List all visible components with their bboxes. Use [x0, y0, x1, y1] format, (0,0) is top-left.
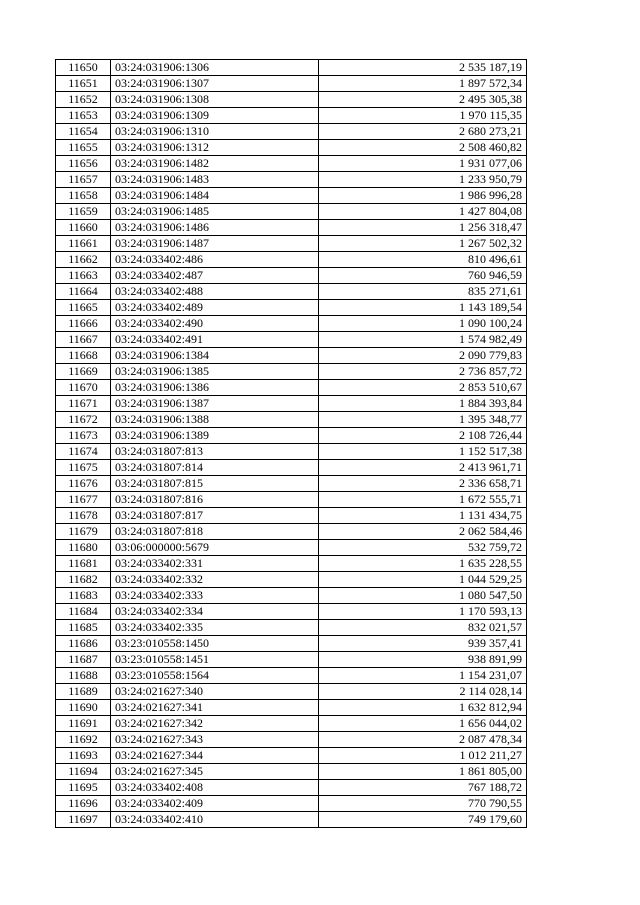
cadastral-number: 03:24:021627:343: [111, 732, 319, 748]
row-number: 11693: [56, 748, 111, 764]
row-number: 11673: [56, 428, 111, 444]
cadastral-number: 03:24:033402:489: [111, 300, 319, 316]
cadastral-value: 1 931 077,06: [319, 156, 527, 172]
cadastral-value: 1 154 231,07: [319, 668, 527, 684]
row-number: 11651: [56, 76, 111, 92]
table-row: [56, 220, 527, 236]
cadastral-number: 03:24:031906:1385: [111, 364, 319, 380]
table-row: [56, 732, 527, 748]
cadastral-value: 749 179,60: [319, 812, 527, 828]
table-row: [56, 300, 527, 316]
cadastral-value: 767 188,72: [319, 780, 527, 796]
row-number: 11650: [56, 60, 111, 76]
table-row: [56, 604, 527, 620]
cadastral-value: 532 759,72: [319, 540, 527, 556]
cadastral-number: 03:24:021627:340: [111, 684, 319, 700]
row-number: 11669: [56, 364, 111, 380]
cadastral-value: 2 495 305,38: [319, 92, 527, 108]
row-number: 11677: [56, 492, 111, 508]
cadastral-value: 1 986 996,28: [319, 188, 527, 204]
cadastral-number: 03:24:031807:818: [111, 524, 319, 540]
row-number: 11688: [56, 668, 111, 684]
cadastral-value: 1 143 189,54: [319, 300, 527, 316]
cadastral-number: 03:24:021627:345: [111, 764, 319, 780]
table-row: [56, 140, 527, 156]
cadastral-number: 03:24:031807:813: [111, 444, 319, 460]
cadastral-number: 03:24:031906:1312: [111, 140, 319, 156]
cadastral-number: 03:23:010558:1564: [111, 668, 319, 684]
cadastral-number: 03:24:031906:1483: [111, 172, 319, 188]
cadastral-value: 1 044 529,25: [319, 572, 527, 588]
row-number: 11664: [56, 284, 111, 300]
table-row: [56, 332, 527, 348]
cadastral-number: 03:24:033402:335: [111, 620, 319, 636]
table-row: [56, 412, 527, 428]
cadastral-number: 03:23:010558:1450: [111, 636, 319, 652]
table-row: [56, 188, 527, 204]
cadastral-value: 2 090 779,83: [319, 348, 527, 364]
table-row: [56, 764, 527, 780]
cadastral-value: 1 170 593,13: [319, 604, 527, 620]
table-row: [56, 812, 527, 828]
table-row: [56, 572, 527, 588]
row-number: 11663: [56, 268, 111, 284]
row-number: 11674: [56, 444, 111, 460]
cadastral-value: 770 790,55: [319, 796, 527, 812]
table-row: [56, 588, 527, 604]
cadastral-value: 1 884 393,84: [319, 396, 527, 412]
row-number: 11662: [56, 252, 111, 268]
table-row: [56, 428, 527, 444]
row-number: 11666: [56, 316, 111, 332]
cadastral-number: 03:24:033402:487: [111, 268, 319, 284]
table-row: [56, 252, 527, 268]
cadastral-value: 2 087 478,34: [319, 732, 527, 748]
row-number: 11679: [56, 524, 111, 540]
row-number: 11689: [56, 684, 111, 700]
cadastral-number: 03:24:033402:409: [111, 796, 319, 812]
cadastral-number: 03:24:033402:331: [111, 556, 319, 572]
table-row: [56, 620, 527, 636]
cadastral-value: 2 535 187,19: [319, 60, 527, 76]
row-number: 11691: [56, 716, 111, 732]
cadastral-number: 03:24:031906:1486: [111, 220, 319, 236]
table-row: [56, 444, 527, 460]
row-number: 11652: [56, 92, 111, 108]
row-number: 11670: [56, 380, 111, 396]
cadastral-number: 03:24:031906:1387: [111, 396, 319, 412]
table-row: [56, 460, 527, 476]
table-row: [56, 92, 527, 108]
table-row: [56, 556, 527, 572]
row-number: 11696: [56, 796, 111, 812]
cadastral-number: 03:24:031807:814: [111, 460, 319, 476]
cadastral-number: 03:24:031906:1389: [111, 428, 319, 444]
cadastral-value: 2 108 726,44: [319, 428, 527, 444]
cadastral-value: 832 021,57: [319, 620, 527, 636]
table-row: [56, 508, 527, 524]
row-number: 11671: [56, 396, 111, 412]
cadastral-value: 1 256 318,47: [319, 220, 527, 236]
table-row: [56, 780, 527, 796]
table-row: [56, 284, 527, 300]
table-row: [56, 668, 527, 684]
table-row: [56, 236, 527, 252]
row-number: 11692: [56, 732, 111, 748]
cadastral-value: 1 970 115,35: [319, 108, 527, 124]
row-number: 11680: [56, 540, 111, 556]
cadastral-value: 1 632 812,94: [319, 700, 527, 716]
cadastral-number: 03:24:021627:344: [111, 748, 319, 764]
cadastral-value: 2 413 961,71: [319, 460, 527, 476]
cadastral-number: 03:24:031906:1306: [111, 60, 319, 76]
cadastral-value: 1 656 044,02: [319, 716, 527, 732]
cadastral-number: 03:24:031906:1310: [111, 124, 319, 140]
cadastral-number: 03:24:031807:817: [111, 508, 319, 524]
cadastral-value: 2 062 584,46: [319, 524, 527, 540]
cadastral-value: 938 891,99: [319, 652, 527, 668]
row-number: 11695: [56, 780, 111, 796]
table-row: [56, 684, 527, 700]
cadastral-value: 760 946,59: [319, 268, 527, 284]
cadastral-number: 03:24:031906:1308: [111, 92, 319, 108]
cadastral-number: 03:24:033402:490: [111, 316, 319, 332]
cadastral-value: 1 672 555,71: [319, 492, 527, 508]
cadastral-number: 03:24:031906:1386: [111, 380, 319, 396]
row-number: 11660: [56, 220, 111, 236]
cadastral-value: 2 336 658,71: [319, 476, 527, 492]
cadastral-number: 03:24:033402:333: [111, 588, 319, 604]
row-number: 11685: [56, 620, 111, 636]
table-row: [56, 348, 527, 364]
table-row: [56, 108, 527, 124]
row-number: 11687: [56, 652, 111, 668]
row-number: 11676: [56, 476, 111, 492]
cadastral-number: 03:24:033402:408: [111, 780, 319, 796]
row-number: 11681: [56, 556, 111, 572]
table-row: [56, 364, 527, 380]
table-row: [56, 636, 527, 652]
cadastral-value: 1 131 434,75: [319, 508, 527, 524]
cadastral-number: 03:24:033402:410: [111, 812, 319, 828]
cadastral-value: 939 357,41: [319, 636, 527, 652]
cadastral-value: 1 090 100,24: [319, 316, 527, 332]
cadastral-value: 2 853 510,67: [319, 380, 527, 396]
cadastral-number: 03:24:031807:816: [111, 492, 319, 508]
cadastral-number: 03:06:000000:5679: [111, 540, 319, 556]
row-number: 11657: [56, 172, 111, 188]
cadastral-number: 03:24:033402:486: [111, 252, 319, 268]
cadastral-value-table: [55, 59, 527, 828]
row-number: 11668: [56, 348, 111, 364]
cadastral-value: 2 508 460,82: [319, 140, 527, 156]
cadastral-value: 1 152 517,38: [319, 444, 527, 460]
cadastral-number: 03:24:033402:488: [111, 284, 319, 300]
table-row: [56, 316, 527, 332]
cadastral-number: 03:23:010558:1451: [111, 652, 319, 668]
row-number: 11655: [56, 140, 111, 156]
cadastral-number: 03:24:031906:1482: [111, 156, 319, 172]
row-number: 11654: [56, 124, 111, 140]
row-number: 11683: [56, 588, 111, 604]
cadastral-value: 1 233 950,79: [319, 172, 527, 188]
table-row: [56, 748, 527, 764]
row-number: 11678: [56, 508, 111, 524]
cadastral-value: 1 012 211,27: [319, 748, 527, 764]
cadastral-number: 03:24:031807:815: [111, 476, 319, 492]
row-number: 11653: [56, 108, 111, 124]
row-number: 11656: [56, 156, 111, 172]
cadastral-number: 03:24:031906:1485: [111, 204, 319, 220]
cadastral-number: 03:24:033402:332: [111, 572, 319, 588]
row-number: 11672: [56, 412, 111, 428]
cadastral-number: 03:24:031906:1487: [111, 236, 319, 252]
table-row: [56, 716, 527, 732]
cadastral-number: 03:24:021627:342: [111, 716, 319, 732]
cadastral-value: 1 574 982,49: [319, 332, 527, 348]
cadastral-value: 1 427 804,08: [319, 204, 527, 220]
table-row: [56, 268, 527, 284]
row-number: 11661: [56, 236, 111, 252]
table-row: [56, 492, 527, 508]
cadastral-value: 1 080 547,50: [319, 588, 527, 604]
cadastral-value: 835 271,61: [319, 284, 527, 300]
table-row: [56, 524, 527, 540]
cadastral-number: 03:24:031906:1484: [111, 188, 319, 204]
cadastral-number: 03:24:033402:334: [111, 604, 319, 620]
cadastral-value: 2 114 028,14: [319, 684, 527, 700]
table-row: [56, 172, 527, 188]
cadastral-value: 2 680 273,21: [319, 124, 527, 140]
cadastral-value: 810 496,61: [319, 252, 527, 268]
table-row: [56, 796, 527, 812]
cadastral-value: 1 635 228,55: [319, 556, 527, 572]
cadastral-number: 03:24:031906:1307: [111, 76, 319, 92]
table-row: [56, 124, 527, 140]
row-number: 11686: [56, 636, 111, 652]
row-number: 11659: [56, 204, 111, 220]
cadastral-number: 03:24:021627:341: [111, 700, 319, 716]
table-row: [56, 652, 527, 668]
cadastral-value: 1 897 572,34: [319, 76, 527, 92]
table-row: [56, 76, 527, 92]
table-row: [56, 476, 527, 492]
cadastral-value: 1 861 805,00: [319, 764, 527, 780]
row-number: 11667: [56, 332, 111, 348]
table-row: [56, 204, 527, 220]
cadastral-number: 03:24:031906:1384: [111, 348, 319, 364]
row-number: 11675: [56, 460, 111, 476]
table-row: [56, 396, 527, 412]
row-number: 11697: [56, 812, 111, 828]
cadastral-value: 2 736 857,72: [319, 364, 527, 380]
table-row: [56, 540, 527, 556]
table-body: [56, 60, 527, 828]
row-number: 11682: [56, 572, 111, 588]
table-row: [56, 380, 527, 396]
cadastral-number: 03:24:031906:1388: [111, 412, 319, 428]
cadastral-number: 03:24:031906:1309: [111, 108, 319, 124]
row-number: 11684: [56, 604, 111, 620]
table-row: [56, 700, 527, 716]
row-number: 11665: [56, 300, 111, 316]
row-number: 11690: [56, 700, 111, 716]
row-number: 11658: [56, 188, 111, 204]
cadastral-value: 1 267 502,32: [319, 236, 527, 252]
table-row: [56, 60, 527, 76]
row-number: 11694: [56, 764, 111, 780]
cadastral-value: 1 395 348,77: [319, 412, 527, 428]
cadastral-number: 03:24:033402:491: [111, 332, 319, 348]
table-row: [56, 156, 527, 172]
